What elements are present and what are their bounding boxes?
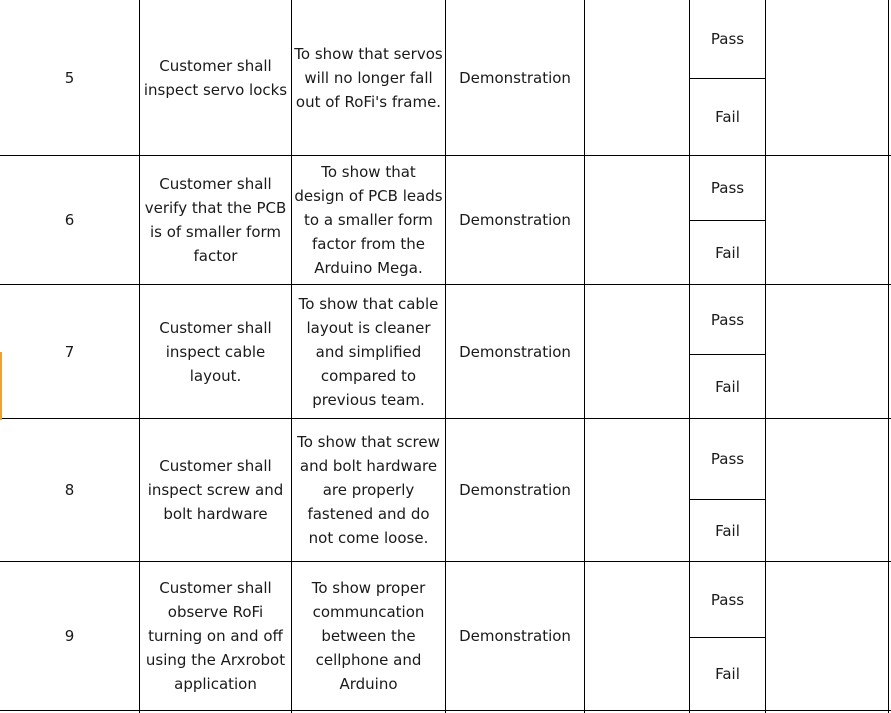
task-cell: Customer shall verify that the PCB is of smaller form factor	[144, 175, 287, 265]
column-divider	[689, 0, 690, 713]
row-number: 8	[64, 481, 75, 499]
purpose-cell: To show that cable layout is cleaner and simplified compared to previous team.	[298, 294, 439, 409]
method-cell: Demonstration	[459, 68, 571, 87]
pass-fail-divider	[689, 637, 766, 638]
result-cell	[766, 156, 891, 284]
result-cell	[766, 419, 891, 561]
row-number: 7	[64, 342, 75, 361]
method-cell: Demonstration	[459, 211, 571, 229]
column-divider	[765, 0, 766, 713]
pass-fail-divider	[689, 354, 766, 355]
fail-option[interactable]: Fail	[715, 665, 740, 683]
empty-cell	[585, 562, 689, 710]
row-number: 9	[64, 627, 75, 645]
method-cell: Demonstration	[459, 342, 571, 361]
pass-option[interactable]: Pass	[710, 450, 745, 468]
row-number: 6	[64, 211, 75, 229]
method-cell: Demonstration	[459, 627, 571, 645]
column-divider	[291, 0, 292, 713]
pass-option[interactable]: Pass	[710, 310, 745, 329]
column-divider	[139, 0, 140, 713]
method-cell: Demonstration	[459, 481, 571, 499]
task-cell: Customer shall inspect cable layout.	[159, 318, 272, 385]
selection-edge-marker	[0, 352, 2, 420]
pass-option[interactable]: Pass	[710, 179, 745, 197]
purpose-cell: To show that servos will no longer fall out of RoFi's frame.	[294, 44, 443, 111]
row-number: 5	[64, 68, 75, 87]
pass-fail-divider	[689, 499, 766, 500]
pass-fail-divider	[689, 78, 766, 79]
empty-cell	[585, 156, 689, 284]
task-cell: Customer shall observe RoFi turning on and off using the Arxrobot application	[145, 579, 286, 693]
column-divider	[584, 0, 585, 713]
fail-option[interactable]: Fail	[715, 108, 740, 126]
empty-cell	[585, 419, 689, 561]
result-cell	[766, 562, 891, 710]
purpose-cell: To show that design of PCB leads to a smaller form factor from the Arduino Mega.	[294, 163, 443, 277]
pass-option[interactable]: Pass	[710, 590, 745, 609]
empty-cell	[585, 0, 689, 155]
column-divider	[445, 0, 446, 713]
purpose-cell: To show that screw and bolt hardware are properly fastened and do not come loose.	[297, 433, 440, 547]
pass-fail-divider	[689, 220, 766, 221]
column-divider	[888, 0, 889, 713]
fail-option[interactable]: Fail	[715, 243, 740, 262]
task-cell: Customer shall inspect servo locks	[143, 56, 288, 99]
task-cell: Customer shall inspect screw and bolt hardware	[147, 457, 284, 523]
fail-option[interactable]: Fail	[715, 521, 740, 540]
empty-cell	[585, 285, 689, 418]
pass-option[interactable]: Pass	[710, 30, 745, 48]
fail-option[interactable]: Fail	[715, 377, 740, 396]
result-cell	[766, 285, 891, 418]
result-cell	[766, 0, 891, 155]
purpose-cell: To show proper communcation between the cellphone and Arduino	[311, 579, 426, 693]
